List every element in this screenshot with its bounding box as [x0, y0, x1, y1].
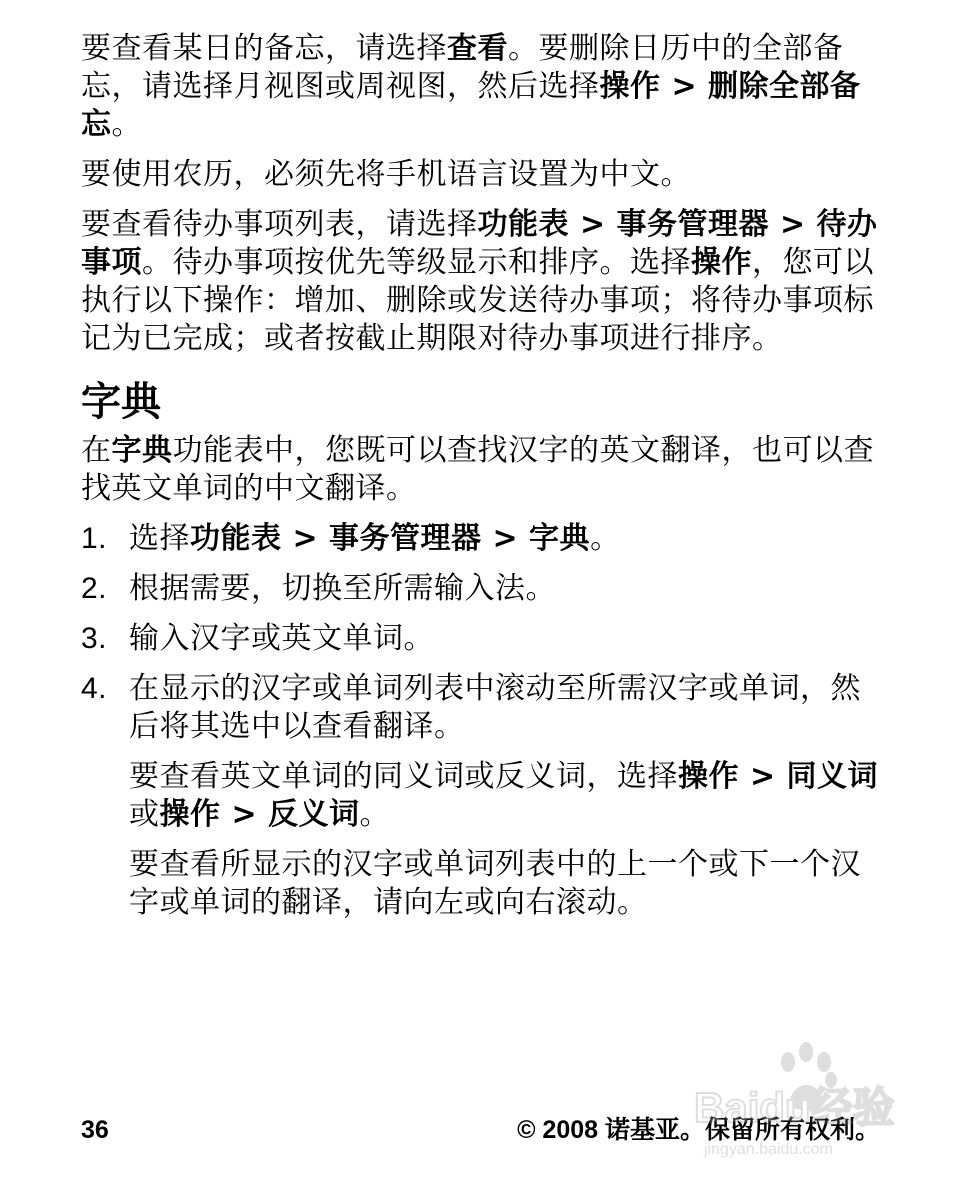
step-number: 4.	[81, 672, 108, 705]
text-run: 要查看英文单词的同义词或反义词，选择	[129, 759, 678, 794]
bold-term: 操作 > 同义词	[678, 759, 879, 794]
bold-term: 字典	[111, 433, 173, 468]
synonym-note	[81, 758, 891, 834]
bold-term: 功能表 > 事务管理器 > 待办事项	[81, 207, 878, 280]
bold-term: 操作 > 删除全部备忘	[81, 69, 861, 142]
text-run: 要查看待办事项列表，请选择	[81, 207, 478, 242]
text-run: 功能表中，您既可以查找汉字的英文翻译，也可以查找英文单词的中文翻译。	[81, 433, 874, 506]
step-text	[129, 521, 621, 556]
text-run: 选择	[129, 521, 190, 556]
bold-term: 查看	[447, 31, 508, 66]
list-item	[81, 570, 891, 608]
bold-term: 操作	[691, 245, 752, 280]
text-run: 。	[111, 107, 142, 142]
text-run: 。要删除日历中的全部备忘，请选择月视图或周视图，然后选择	[81, 31, 844, 104]
text-run: 。	[590, 521, 621, 556]
text-run: 或	[129, 797, 160, 832]
step-text: 输入汉字或英文单词。	[129, 621, 434, 656]
text-run: 要查看某日的备忘，请选择	[81, 31, 447, 66]
bold-term: 功能表 > 事务管理器 > 字典	[190, 521, 591, 556]
steps-list	[81, 520, 891, 746]
copyright-notice: © 2008 诺基亚。保留所有权利。	[517, 1116, 880, 1144]
step-number: 3.	[81, 622, 108, 655]
step-number: 2.	[81, 572, 108, 605]
step-text: 在显示的汉字或单词列表中滚动至所需汉字或单词，然后将其选中以查看翻译。	[129, 671, 861, 744]
text-run: 。待办事项按优先等级显示和排序。选择	[142, 245, 691, 280]
page-number: 36	[81, 1116, 109, 1144]
watermark-text: Baidu经验	[694, 1084, 895, 1131]
lunar-calendar-paragraph: 要使用农历，必须先将手机语言设置为中文。	[81, 157, 691, 192]
text-run: 。	[359, 797, 391, 832]
page-content	[81, 30, 891, 934]
bold-term: 操作 > 反义词	[159, 797, 360, 832]
list-item	[81, 620, 891, 658]
list-item	[81, 670, 891, 746]
calendar-memo-paragraph	[81, 30, 891, 144]
section-heading: 字典	[81, 379, 161, 425]
list-item	[81, 520, 891, 558]
todo-paragraph	[81, 206, 891, 358]
text-run: ，您可以执行以下操作：增加、删除或发送待办事项；将待办事项标记为已完成；或者按截止期限对待办事项进行排序。	[81, 245, 874, 356]
baidu-watermark-logo	[690, 1022, 920, 1172]
scroll-note: 要查看所显示的汉字或单词列表中的上一个或下一个汉字或单词的翻译，请向左或向右滚动。	[129, 847, 861, 920]
text-run: 在	[81, 433, 112, 468]
step-text: 根据需要，切换至所需输入法。	[129, 571, 556, 606]
watermark-subtext: jingyan.baidu.com	[704, 1141, 833, 1158]
step-number: 1.	[81, 522, 108, 555]
dictionary-intro	[81, 432, 891, 508]
